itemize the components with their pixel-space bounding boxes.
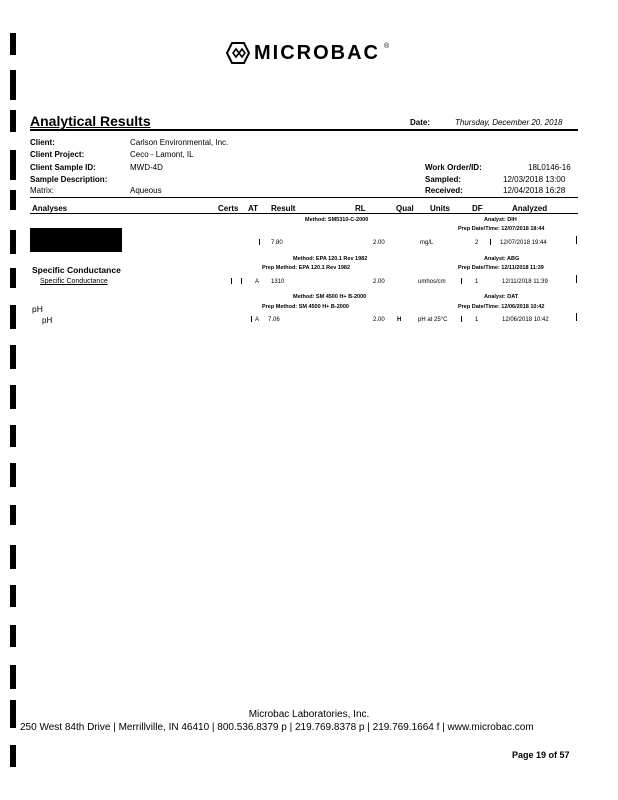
scan-mark [10,385,16,409]
analyst-text: Analyst: ABG [484,256,520,262]
scan-mark [10,585,16,607]
method-text: Method: SM5310-C-2000 [305,217,369,223]
info-rule [30,197,578,198]
scan-tick [231,278,232,284]
prep-datetime-text: Prep Date/Time: 12/11/2018 11:39 [458,265,544,271]
col-header-analyzed: Analyzed [512,204,548,213]
col-header-at: AT [248,204,259,213]
analyte-subname: Specific Conductance [40,278,108,285]
matrix-label: Matrix: [30,186,54,195]
footer-address: 250 West 84th Drive | Merrillville, IN 46410 | 800.536.8379 p | 219.769.8378 p | 219.769.1664 f | www.microbac.com [20,722,534,733]
col-header-result: Result [271,204,296,213]
result-value: 7.80 [271,240,283,246]
qual-value: H [397,317,402,323]
scan-mark [10,625,16,647]
received-label: Received: [425,186,463,195]
microbac-emblem-icon [226,42,250,64]
client-sample-id-value: MWD-4D [130,163,163,172]
at-value: A [255,317,260,323]
units-value: umhos/cm [418,279,446,285]
rl-value: 2.00 [373,279,385,285]
at-value: A [255,279,260,285]
page-number: Page 19 of 57 [512,750,570,760]
analyzed-value: 12/07/2018 19:44 [500,240,547,246]
prep-datetime-text: Prep Date/Time: 12/06/2018 10:42 [458,304,545,310]
prep-method-text: Prep Method: EPA 120.1 Rev 1982 [262,265,351,271]
scan-tick [461,278,462,284]
scan-tick [576,236,577,244]
client-project-label: Client Project: [30,150,85,159]
rl-value: 2.00 [373,317,385,323]
date-value: Thursday, December 20, 2018 [455,118,563,127]
prep-method-text: Prep Method: SM 4500 H+ B-2000 [262,304,349,310]
logo-text: MICROBAC [254,41,380,64]
work-order-value: 18L0146-16 [528,163,571,172]
scan-mark [10,665,16,689]
rl-value: 2.00 [373,240,385,246]
scan-mark [10,33,16,55]
scan-mark [10,190,16,210]
scan-mark [10,230,16,254]
scan-mark [10,505,16,525]
units-value: mg/L [420,240,434,246]
scan-mark [10,70,16,100]
col-header-certs: Certs [218,204,239,213]
client-value: Carlson Environmental, Inc. [130,138,229,147]
scan-mark [10,425,16,447]
df-value: 1 [475,279,479,285]
client-label: Client: [30,138,55,147]
units-value: pH at 25°C [418,317,448,323]
microbac-logo [226,40,389,66]
received-value: 12/04/2018 16:28 [503,186,566,195]
analyte-subname: pH [42,316,53,325]
result-value: 1310 [271,279,285,285]
prep-datetime-text: Prep Date/Time: 12/07/2018 18:44 [458,226,545,232]
logo-registered-mark: ® [384,42,390,50]
analyzed-value: 12/06/2018 10:42 [502,317,549,323]
scan-mark [10,545,16,569]
method-text: Method: EPA 120.1 Rev 1982 [293,256,368,262]
scan-mark [10,463,16,487]
scan-mark [10,268,16,288]
analyst-text: Analyst: DAT [484,294,519,300]
scan-tick [576,313,577,321]
scan-mark [10,345,16,369]
header-rule [30,213,578,214]
scan-tick [576,275,577,283]
scan-mark [10,745,16,767]
footer-company: Microbac Laboratories, Inc. [248,709,370,720]
sample-description-label: Sample Description: [30,175,108,184]
col-header-rl: RL [355,204,366,213]
page-title: Analytical Results [30,113,151,129]
col-header-df: DF [472,204,483,213]
work-order-label: Work Order/ID: [425,163,482,172]
scan-tick [251,316,252,322]
method-text: Method: SM 4500 H+ B-2000 [293,294,367,300]
matrix-value: Aqueous [130,186,162,195]
date-label: Date: [410,118,431,127]
sampled-value: 12/03/2018 13:00 [503,175,566,184]
df-value: 2 [475,240,479,246]
scan-tick [461,316,462,322]
col-header-units: Units [430,204,450,213]
analyzed-value: 12/11/2018 11:39 [502,279,548,285]
analyst-text: Analyst: DIH [484,217,517,223]
client-project-value: Ceco - Lamont, IL [130,150,194,159]
analyte-name: pH [32,304,43,314]
df-value: 1 [475,317,479,323]
scan-tick [241,278,242,284]
scan-tick [259,239,260,245]
scan-mark [10,110,16,132]
scan-mark [10,150,16,180]
col-header-analyses: Analyses [32,204,68,213]
scan-mark [10,305,16,329]
redacted-analyte [30,228,122,252]
result-value: 7.06 [268,317,280,323]
col-header-qual: Qual [396,204,414,213]
title-rule [30,129,578,131]
client-sample-id-label: Client Sample ID: [30,163,96,172]
sampled-label: Sampled: [425,175,462,184]
analyte-name: Specific Conductance [32,265,121,275]
scan-tick [490,239,491,245]
